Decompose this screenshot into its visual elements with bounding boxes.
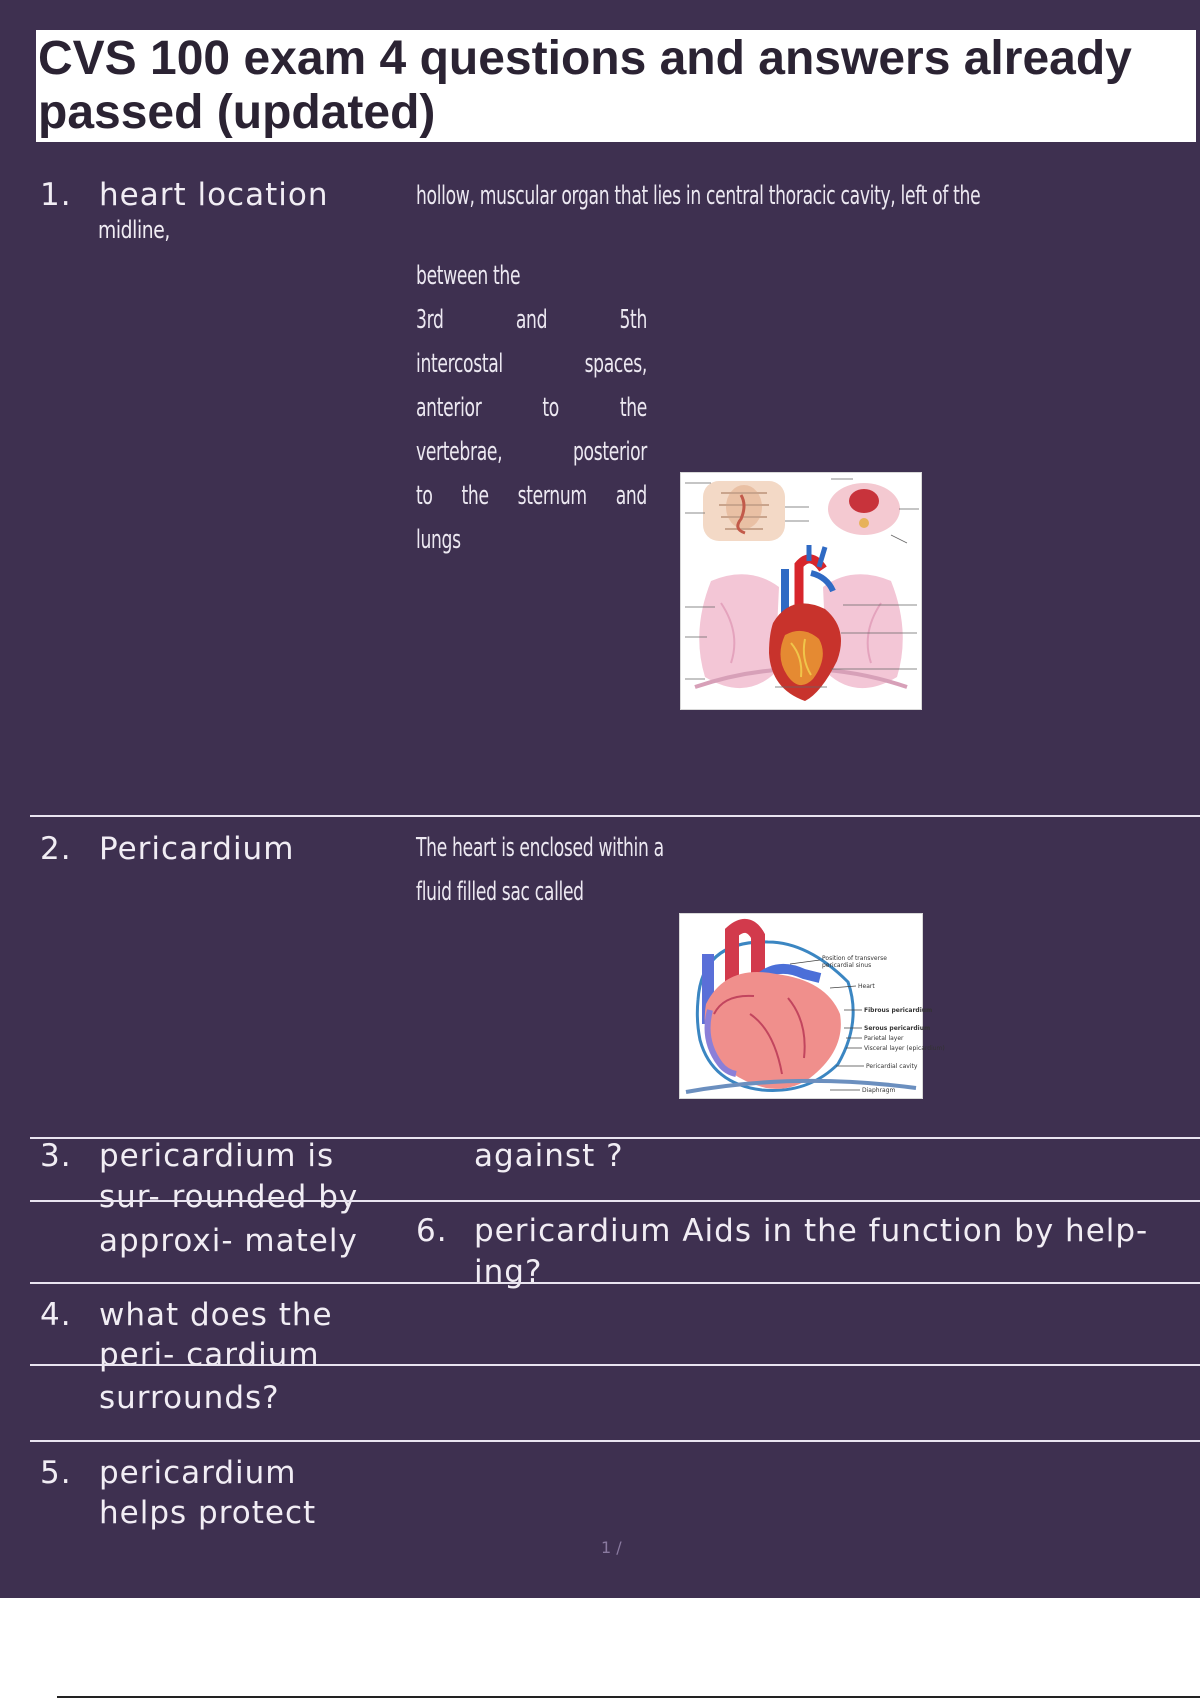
- svg-text:Heart: Heart: [858, 983, 875, 990]
- question-term-line: surrounds?: [99, 1380, 280, 1416]
- footer-divider: [57, 1696, 1200, 1698]
- question-term: heart location: [99, 177, 329, 213]
- answer-line: hollow, muscular organ that lies in central thoracic cavity, left of the: [416, 181, 981, 211]
- row-divider: [30, 1282, 1200, 1284]
- question-number: 5.: [40, 1455, 72, 1491]
- answer-line: intercostal spaces,: [416, 349, 647, 379]
- svg-text:Diaphragm: Diaphragm: [862, 1087, 896, 1094]
- question-term-line: peri- cardium: [99, 1337, 320, 1373]
- answer-paragraph: [416, 826, 664, 914]
- question-number: 1.: [40, 177, 72, 213]
- question-term-line: ing?: [474, 1254, 543, 1290]
- title-banner: [36, 30, 1196, 142]
- document-title-line-1: CVS 100 exam 4 questions and answers already: [38, 32, 1132, 85]
- answer-line: fluid filled sac called: [416, 877, 584, 907]
- question-term-continued: midline,: [98, 216, 170, 244]
- question-term-line: sur- rounded by: [99, 1179, 359, 1215]
- row-divider: [30, 1440, 1200, 1442]
- row-divider: [30, 1364, 1200, 1366]
- answer-line: between the: [416, 261, 521, 291]
- question-number: 3.: [40, 1138, 72, 1174]
- page-number: 1 /: [601, 1538, 622, 1557]
- heart-location-figure: [680, 472, 922, 710]
- svg-text:Position of transverse: Position of transverse: [822, 955, 887, 962]
- answer-line: The heart is enclosed within a: [416, 833, 664, 863]
- answer-line: anterior to the: [416, 393, 647, 423]
- svg-text:pericardial sinus: pericardial sinus: [822, 962, 872, 969]
- question-number: 4.: [40, 1297, 72, 1333]
- document-title-line-2: passed (updated): [38, 86, 436, 139]
- question-number: 2.: [40, 831, 72, 867]
- answer-line: lungs: [416, 525, 461, 555]
- svg-text:Parietal layer: Parietal layer: [864, 1035, 904, 1042]
- answer-line: 3rd and 5th: [416, 305, 647, 335]
- question-term-line: what does the: [99, 1297, 333, 1333]
- question-number: 6.: [416, 1213, 448, 1249]
- question-term: Pericardium: [99, 831, 295, 867]
- question-term-line: approxi- mately: [99, 1223, 358, 1259]
- pericardium-figure: [679, 913, 945, 1099]
- svg-text:Fibrous pericardium: Fibrous pericardium: [864, 1007, 933, 1014]
- question-term-line: helps protect: [99, 1495, 317, 1531]
- row-divider: [30, 1200, 1200, 1202]
- row-divider: [30, 815, 1200, 817]
- answer-text: against ?: [474, 1138, 624, 1174]
- answer-line: to the sternum and: [416, 481, 647, 511]
- question-term-line: pericardium is: [99, 1138, 335, 1174]
- svg-text:Serous pericardium: Serous pericardium: [864, 1025, 931, 1032]
- question-term-line: pericardium Aids in the function by help-: [474, 1213, 1149, 1249]
- svg-text:Visceral layer (epicardium): Visceral layer (epicardium): [864, 1045, 945, 1052]
- svg-text:Pericardial cavity: Pericardial cavity: [866, 1063, 918, 1070]
- answer-line: vertebrae, posterior: [416, 437, 647, 467]
- answer-paragraph: [416, 254, 647, 562]
- question-term-line: pericardium: [99, 1455, 297, 1491]
